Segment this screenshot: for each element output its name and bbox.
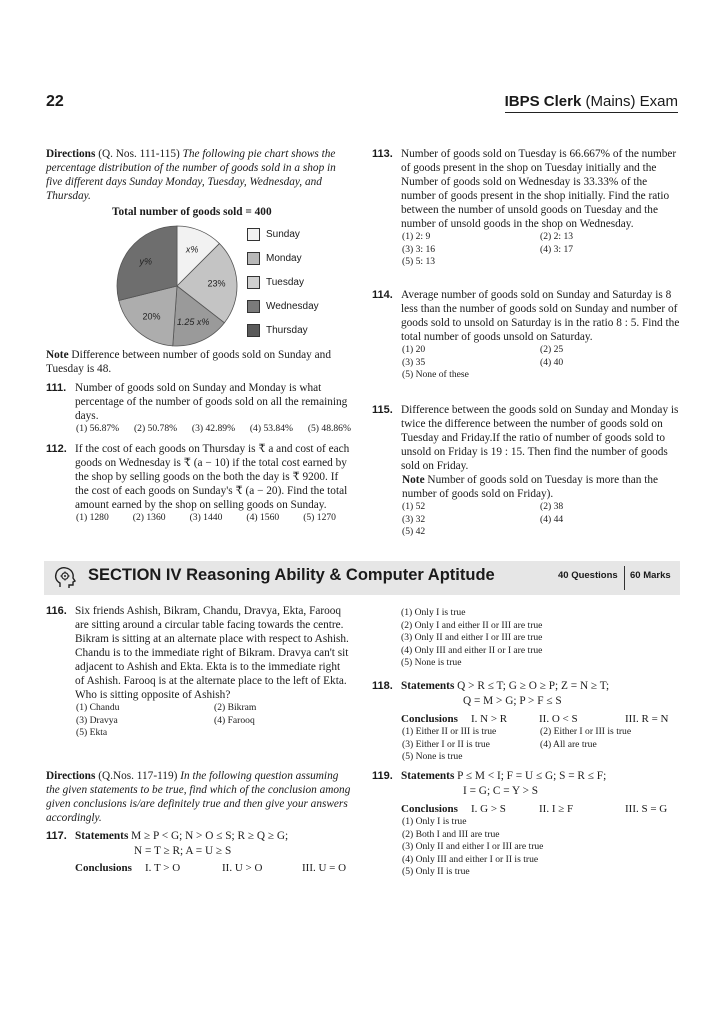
- option-4[interactable]: (4) 40: [540, 356, 564, 368]
- statements-line-2: I = G; C = Y > S: [463, 785, 539, 797]
- option-2[interactable]: (2) 38: [540, 501, 564, 512]
- question-116: [46, 604, 351, 740]
- exam-title-rest: (Mains) Exam: [581, 93, 678, 110]
- conclusion-1: I. G > S: [471, 803, 506, 815]
- head-gear-icon: [52, 565, 78, 591]
- legend-thursday: [247, 324, 308, 337]
- directions-label: Directions: [46, 770, 96, 782]
- legend-label: Wednesday: [266, 301, 319, 312]
- statements-line-1: P ≤ M < I; F = U ≤ G; S = R ≤ F;: [454, 770, 607, 782]
- directions-range: (Q.Nos. 117-119): [95, 770, 181, 782]
- option-1[interactable]: (1) Only I is true: [402, 816, 467, 827]
- directions-117-119: [46, 769, 351, 825]
- section-questions: 40 Questions: [558, 570, 618, 581]
- question-number: 117.: [46, 830, 67, 842]
- exam-title-bold: IBPS Clerk: [504, 93, 582, 110]
- pie-label-sunday: x%: [185, 244, 199, 255]
- question-114: [372, 288, 680, 382]
- option-3[interactable]: (3) 1440: [189, 512, 223, 523]
- note-text: Number of goods sold on Tuesday is more than the number of goods sold on Friday).: [402, 474, 659, 500]
- option-5[interactable]: (5) 48.86%: [307, 423, 351, 434]
- option-4[interactable]: (4) All are true: [540, 738, 597, 750]
- note-111: [46, 348, 351, 376]
- option-5[interactable]: (5) None is true: [402, 751, 463, 762]
- option-3[interactable]: (3) 32: [402, 513, 426, 525]
- question-118: [372, 679, 680, 764]
- legend-swatch: [247, 252, 260, 265]
- legend-monday: [247, 252, 302, 265]
- section-divider: [624, 566, 625, 590]
- option-1[interactable]: (1) Only I is true: [401, 607, 466, 618]
- question-115: [372, 403, 680, 539]
- statements-label: Statements: [75, 830, 129, 842]
- directions-label: Directions: [46, 148, 96, 160]
- directions-text: The following pie chart shows the percentage distribution of the number of goods sold in a shop in five different days Sunday Monday, Tuesday, Wednesday, and Thursday.: [46, 148, 336, 202]
- conclusion-1: I. T > O: [145, 862, 181, 874]
- conclusion-2: II. I ≥ F: [539, 803, 574, 815]
- option-4[interactable]: (4) 53.84%: [249, 423, 294, 434]
- option-2[interactable]: (2) Bikram: [214, 702, 257, 713]
- option-2[interactable]: (2) 25: [540, 344, 564, 355]
- legend-swatch: [247, 300, 260, 313]
- question-number: 113.: [372, 148, 393, 160]
- option-4[interactable]: (4) 3: 17: [540, 243, 574, 255]
- legend-label: Thursday: [266, 325, 308, 336]
- conclusion-3: III. S = G: [625, 803, 668, 815]
- option-2[interactable]: (2) Both I and III are true: [402, 828, 500, 840]
- option-2[interactable]: (2) 50.78%: [133, 423, 178, 434]
- question-117: [46, 829, 351, 875]
- statements-label: Statements: [401, 680, 455, 692]
- options: [372, 816, 680, 879]
- legend-sunday: [247, 228, 300, 241]
- question-113: [372, 147, 680, 269]
- option-1[interactable]: (1) 56.87%: [76, 423, 120, 434]
- option-3[interactable]: (3) 42.89%: [191, 423, 236, 434]
- option-5[interactable]: (5) None of these: [402, 369, 469, 380]
- options: [372, 344, 680, 382]
- question-number: 118.: [372, 680, 393, 692]
- question-text: Difference between the goods sold on Sunday and Monday is twice the difference between the number of goods sold on Tuesday and Friday.If the ratio of number of goods sold to unsold on Friday is 19 : 15. Then find the number of goods sold on Friday.: [401, 404, 679, 472]
- conclusion-2: II. U > O: [222, 862, 263, 874]
- directions-111-115: [46, 147, 351, 203]
- page-number: 22: [46, 93, 64, 110]
- conclusions-label: Conclusions: [401, 713, 458, 725]
- conclusions-label: Conclusions: [75, 862, 132, 874]
- legend-swatch: [247, 228, 260, 241]
- question-117-options: [401, 607, 681, 670]
- conclusions-label: Conclusions: [401, 803, 458, 815]
- question-111: [46, 381, 351, 436]
- statements-line-2: Q = M > G; P > F ≤ S: [463, 695, 562, 707]
- legend-tuesday: [247, 276, 304, 289]
- statements-label: Statements: [401, 770, 455, 782]
- pie-label-thursday: y%: [139, 256, 153, 267]
- question-number: 114.: [372, 289, 393, 301]
- option-3[interactable]: (3) 3: 16: [402, 243, 436, 255]
- pie-label-monday: 20%: [142, 311, 161, 322]
- conclusions: [372, 712, 680, 726]
- option-1[interactable]: (1) Either II or III is true: [402, 726, 497, 737]
- conclusions: [46, 861, 351, 875]
- chart-title: Total number of goods sold = 400: [112, 206, 272, 218]
- option-4[interactable]: (4) Only III and either I or II is true: [402, 853, 539, 865]
- options: [372, 231, 680, 269]
- option-2[interactable]: (2) Only I and either II or III are true: [401, 619, 543, 631]
- conclusion-1: I. N > R: [471, 713, 508, 725]
- option-3[interactable]: (3) Only II and either I or III are true: [401, 632, 543, 643]
- statements-line-1: Q > R ≤ T; G ≥ O ≥ P; Z = N ≥ T;: [454, 680, 610, 692]
- exam-title: [505, 93, 678, 113]
- option-5[interactable]: (5) Only II is true: [402, 866, 470, 877]
- question-number: 115.: [372, 404, 393, 416]
- option-1[interactable]: (1) 52: [402, 501, 426, 512]
- question-text: Number of goods sold on Tuesday is 66.667% of the number of goods present in the shop on Tuesday initially and the Number of goods sold on Wednesday is 33.33% of the number of goods present in the shop initially. Find the ratio between the number of unsold goods on Tuesday and the number of unsold goods in the shop on Wednesday.: [401, 148, 677, 230]
- pie-label-tuesday: 23%: [207, 278, 226, 289]
- legend-swatch: [247, 276, 260, 289]
- conclusion-3: III. U = O: [302, 862, 347, 874]
- option-4[interactable]: (4) 1560: [246, 512, 280, 523]
- option-1[interactable]: (1) 20: [402, 344, 426, 355]
- option-3[interactable]: (3) Only II and either I or III are true: [402, 841, 544, 852]
- legend-label: Tuesday: [266, 277, 304, 288]
- option-5[interactable]: (5) Ekta: [76, 727, 108, 738]
- options: [372, 501, 680, 539]
- note-label: Note: [46, 349, 69, 361]
- option-1[interactable]: (1) 1280: [76, 512, 109, 523]
- pie-label-wednesday: 1.25 x%: [176, 317, 210, 328]
- option-5[interactable]: (5) 1270: [303, 512, 336, 523]
- question-text: Number of goods sold on Sunday and Monday is what percentage of the number of goods sold on all the remaining days.: [75, 382, 348, 422]
- pie-chart: [115, 224, 239, 348]
- option-3[interactable]: (3) Either I or II is true: [402, 738, 490, 750]
- question-text: Six friends Ashish, Bikram, Chandu, Dravya, Ekta, Farooq are sitting around a circular table facing towards the centre. Bikram is sitting at an alternate place with respect to Ashish. Chandu is to the immediate right of Bikram. Dravya can't sit adjacent to Ashish and Ekta. Ekta is to the immediate right of Ashish. Farooq is at the alternate place to the left of Ekta. Who is sitting opposite of Ashish?: [75, 605, 349, 701]
- section-prefix: SECTION IV: [88, 566, 182, 584]
- question-112: [46, 442, 351, 525]
- option-2[interactable]: (2) 1360: [132, 512, 166, 523]
- question-text: If the cost of each goods on Thursday is ₹ a and cost of each goods on Wednesday is ₹ (a − 10) if the total cost earned by the shop by selling goods on the both the day is ₹ 9200. If the cost of each goods on Sunday's ₹ (a − 20). Find the total amount earned by the shop on selling goods on Sunday.: [75, 443, 350, 511]
- legend-swatch: [247, 324, 260, 337]
- options: [46, 512, 336, 525]
- question-number: 116.: [46, 605, 67, 617]
- section-name: Reasoning Ability & Computer Aptitude: [181, 566, 495, 584]
- section-marks: 60 Marks: [630, 570, 671, 581]
- option-5[interactable]: (5) None is true: [401, 657, 462, 668]
- conclusion-2: II. O < S: [539, 713, 578, 725]
- option-4[interactable]: (4) Farooq: [214, 714, 255, 726]
- question-text: Average number of goods sold on Sunday and Saturday is 8 less than the number of goods sold on Sunday and number of goods sold to unsold on Saturday is in the ratio 8 : 5. Find the total number of goods unsold on Saturday.: [401, 289, 680, 343]
- directions-range: (Q. Nos. 111-115): [95, 148, 183, 160]
- question-number: 111.: [46, 382, 67, 394]
- options: [372, 726, 680, 764]
- legend-label: Sunday: [266, 229, 300, 240]
- option-3[interactable]: (3) Dravya: [76, 714, 118, 726]
- option-4[interactable]: (4) 44: [540, 513, 564, 525]
- note-label: Note: [402, 474, 425, 486]
- statements-line-2: N = T ≥ R; A = U ≥ S: [134, 845, 232, 857]
- note-text: Difference between number of goods sold on Sunday and Tuesday is 48.: [46, 349, 331, 375]
- conclusion-3: III. R = N: [625, 713, 669, 725]
- option-3[interactable]: (3) 35: [402, 356, 426, 368]
- question-number: 119.: [372, 770, 393, 782]
- chart-legend: [247, 228, 347, 338]
- option-5[interactable]: (5) 5: 13: [402, 256, 436, 267]
- question-119: [372, 769, 680, 879]
- option-5[interactable]: (5) 42: [402, 526, 426, 537]
- options: [46, 423, 351, 436]
- directions-text: In the following question assuming the given statements to be true, find which of the conclusion among given conclusions is/are definitely true and then give your answers accordingly.: [46, 770, 351, 824]
- options: [46, 702, 351, 740]
- question-number: 112.: [46, 443, 67, 455]
- option-1[interactable]: (1) Chandu: [76, 702, 120, 713]
- conclusions: [372, 802, 680, 816]
- option-2[interactable]: (2) Either I or III is true: [540, 726, 632, 737]
- legend-wednesday: [247, 300, 319, 313]
- legend-label: Monday: [266, 253, 302, 264]
- option-1[interactable]: (1) 2: 9: [402, 231, 431, 242]
- option-2[interactable]: (2) 2: 13: [540, 231, 574, 242]
- option-4[interactable]: (4) Only III and either II or I are true: [401, 644, 543, 656]
- statements-line-1: M ≥ P < G; N > O ≤ S; R ≥ Q ≥ G;: [128, 830, 289, 842]
- section-title: [88, 566, 495, 585]
